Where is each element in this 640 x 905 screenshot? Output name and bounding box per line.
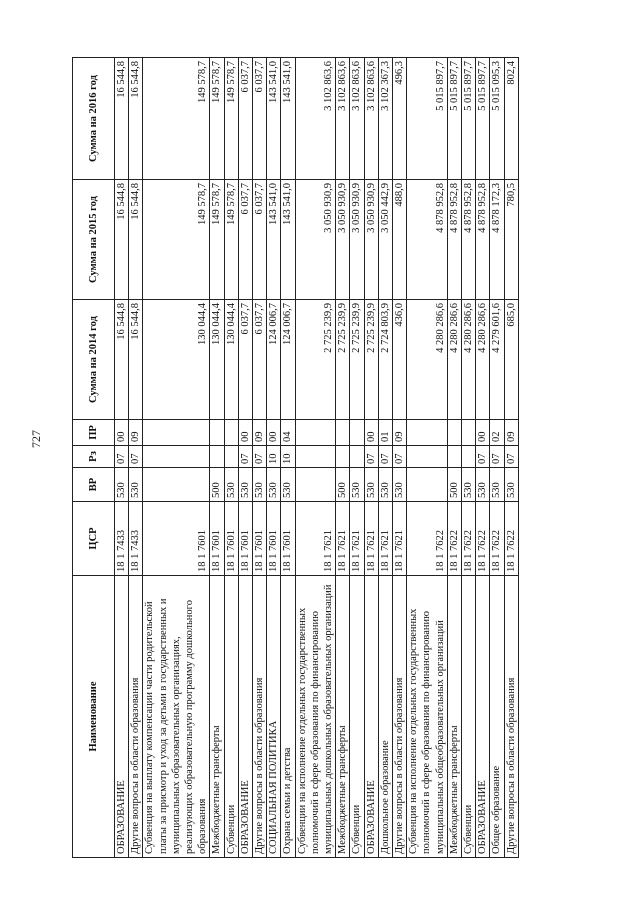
- cell-name: Другие вопросы в области образования: [129, 576, 143, 858]
- cell-name: Другие вопросы в области образования: [504, 576, 518, 858]
- cell-name: Общее образование: [490, 576, 504, 858]
- cell-sum-2016: 3 102 863,6: [336, 58, 350, 180]
- cell-sum-2016: 3 102 863,6: [350, 58, 364, 180]
- cell-vr: 530: [393, 468, 407, 502]
- cell-sum-2016: 16 544,8: [129, 58, 143, 180]
- cell-csr: 18 1 7622: [407, 502, 448, 576]
- cell-csr: 18 1 7601: [281, 502, 295, 576]
- cell-csr: 18 1 7601: [238, 502, 252, 576]
- table-row: [393, 58, 407, 858]
- table-row: [238, 58, 252, 858]
- cell-vr: 530: [504, 468, 518, 502]
- table-row: [115, 58, 129, 858]
- header-pr: ПР: [73, 420, 115, 446]
- table-row: [224, 58, 238, 858]
- cell-sum-2014: 16 544,8: [129, 300, 143, 420]
- cell-pr: 02: [490, 420, 504, 446]
- cell-rz: [210, 446, 224, 468]
- cell-sum-2015: 6 037,7: [253, 180, 267, 300]
- cell-sum-2014: 4 280 286,6: [447, 300, 461, 420]
- cell-sum-2015: 3 050 930,9: [336, 180, 350, 300]
- cell-pr: [462, 420, 476, 446]
- cell-rz: 07: [238, 446, 252, 468]
- cell-vr: 530: [476, 468, 490, 502]
- cell-pr: 09: [129, 420, 143, 446]
- cell-sum-2016: 3 102 863,6: [364, 58, 378, 180]
- cell-name: СОЦИАЛЬНАЯ ПОЛИТИКА: [267, 576, 281, 858]
- cell-pr: 00: [364, 420, 378, 446]
- cell-pr: [350, 420, 364, 446]
- cell-sum-2016: 6 037,7: [253, 58, 267, 180]
- table-row: [476, 58, 490, 858]
- cell-rz: [407, 446, 448, 468]
- cell-sum-2014: 436,0: [393, 300, 407, 420]
- cell-name: Субвенции: [224, 576, 238, 858]
- cell-rz: 07: [393, 446, 407, 468]
- cell-sum-2015: 3 050 442,9: [378, 180, 392, 300]
- cell-sum-2014: 2 725 239,9: [295, 300, 336, 420]
- table-row: [253, 58, 267, 858]
- cell-sum-2016: 3 102 863,6: [295, 58, 336, 180]
- cell-csr: 18 1 7621: [378, 502, 392, 576]
- cell-name: ОБРАЗОВАНИЕ: [115, 576, 129, 858]
- table-row: [210, 58, 224, 858]
- cell-rz: [143, 446, 210, 468]
- cell-csr: 18 1 7601: [143, 502, 210, 576]
- cell-rz: 07: [253, 446, 267, 468]
- header-rz: Рз: [73, 446, 115, 468]
- cell-name: Другие вопросы в области образования: [393, 576, 407, 858]
- cell-sum-2015: 4 878 172,3: [490, 180, 504, 300]
- table-row: [447, 58, 461, 858]
- cell-csr: 18 1 7601: [210, 502, 224, 576]
- cell-csr: 18 1 7433: [129, 502, 143, 576]
- cell-sum-2015: 4 878 952,8: [462, 180, 476, 300]
- cell-sum-2016: 5 015 897,7: [407, 58, 448, 180]
- cell-name: Субвенции на исполнение отдельных государственных полномочий в сфере образования по финансированию муниципальных дошкольных образовательных организаций: [295, 576, 336, 858]
- cell-name: Субвенция на исполнение отдельных государственных полномочий в сфере образования по финансированию муниципальных общеобразовательных организаций: [407, 576, 448, 858]
- cell-name: ОБРАЗОВАНИЕ: [476, 576, 490, 858]
- table-body: [115, 58, 519, 858]
- table-row: [295, 58, 336, 858]
- cell-vr: [295, 468, 336, 502]
- cell-csr: 18 1 7622: [476, 502, 490, 576]
- cell-name: Дошкольное образование: [378, 576, 392, 858]
- cell-name: Охрана семьи и детства: [281, 576, 295, 858]
- cell-vr: 500: [336, 468, 350, 502]
- cell-sum-2015: 4 878 952,8: [407, 180, 448, 300]
- cell-sum-2016: 149 578,7: [143, 58, 210, 180]
- cell-vr: 530: [238, 468, 252, 502]
- cell-rz: 07: [129, 446, 143, 468]
- cell-rz: [295, 446, 336, 468]
- cell-rz: 07: [490, 446, 504, 468]
- header-csr: ЦСР: [73, 502, 115, 576]
- cell-sum-2015: 143 541,0: [267, 180, 281, 300]
- cell-sum-2015: 149 578,7: [143, 180, 210, 300]
- cell-sum-2014: 685,0: [504, 300, 518, 420]
- cell-sum-2014: 4 280 286,6: [476, 300, 490, 420]
- cell-sum-2014: 130 044,4: [224, 300, 238, 420]
- header-sum-2016: Сумма на 2016 год: [73, 58, 115, 180]
- cell-sum-2014: 2 725 239,9: [350, 300, 364, 420]
- cell-rz: 07: [115, 446, 129, 468]
- cell-sum-2015: 488,0: [393, 180, 407, 300]
- cell-pr: [143, 420, 210, 446]
- cell-sum-2016: 16 544,8: [115, 58, 129, 180]
- table-row: [143, 58, 210, 858]
- cell-vr: [143, 468, 210, 502]
- cell-sum-2015: 3 050 930,9: [295, 180, 336, 300]
- cell-pr: 04: [281, 420, 295, 446]
- table-row: [336, 58, 350, 858]
- cell-sum-2014: 2 725 239,9: [364, 300, 378, 420]
- cell-csr: 18 1 7622: [447, 502, 461, 576]
- cell-sum-2015: 149 578,7: [224, 180, 238, 300]
- cell-rz: [447, 446, 461, 468]
- table-row: [407, 58, 448, 858]
- cell-vr: 530: [253, 468, 267, 502]
- cell-pr: 09: [393, 420, 407, 446]
- cell-vr: 530: [364, 468, 378, 502]
- table-header-row: [73, 58, 115, 858]
- page-number: 727: [29, 430, 43, 448]
- cell-sum-2016: 5 015 897,7: [462, 58, 476, 180]
- table-row: [364, 58, 378, 858]
- cell-rz: 07: [476, 446, 490, 468]
- header-sum-2015: Сумма на 2015 год: [73, 180, 115, 300]
- cell-csr: 18 1 7621: [393, 502, 407, 576]
- cell-csr: 18 1 7621: [350, 502, 364, 576]
- cell-csr: 18 1 7601: [224, 502, 238, 576]
- cell-rz: 10: [281, 446, 295, 468]
- cell-csr: 18 1 7622: [490, 502, 504, 576]
- cell-sum-2014: 130 044,4: [143, 300, 210, 420]
- cell-sum-2014: 2 724 803,9: [378, 300, 392, 420]
- cell-sum-2014: 124 006,7: [281, 300, 295, 420]
- cell-vr: 530: [281, 468, 295, 502]
- cell-sum-2015: 3 050 930,9: [364, 180, 378, 300]
- cell-name: Субвенция на выплату компенсации части родительской платы за присмотр и уход за детьми в государственных и муниципальных образовательных организациях, реализующих образовательную программу дошкольного образования: [143, 576, 210, 858]
- cell-sum-2014: 124 006,7: [267, 300, 281, 420]
- cell-vr: 530: [224, 468, 238, 502]
- cell-pr: 09: [504, 420, 518, 446]
- cell-vr: 500: [210, 468, 224, 502]
- cell-pr: 00: [238, 420, 252, 446]
- cell-sum-2015: 16 544,8: [115, 180, 129, 300]
- cell-sum-2014: 6 037,7: [253, 300, 267, 420]
- cell-rz: [350, 446, 364, 468]
- cell-pr: 01: [378, 420, 392, 446]
- cell-sum-2016: 149 578,7: [224, 58, 238, 180]
- header-vr: ВР: [73, 468, 115, 502]
- budget-table: [72, 57, 519, 858]
- cell-pr: [447, 420, 461, 446]
- cell-sum-2016: 802,4: [504, 58, 518, 180]
- cell-vr: [407, 468, 448, 502]
- cell-sum-2016: 5 015 897,7: [447, 58, 461, 180]
- cell-sum-2016: 143 541,0: [267, 58, 281, 180]
- cell-csr: 18 1 7433: [115, 502, 129, 576]
- cell-vr: 500: [447, 468, 461, 502]
- cell-csr: 18 1 7622: [462, 502, 476, 576]
- table-row: [267, 58, 281, 858]
- cell-sum-2016: 496,3: [393, 58, 407, 180]
- cell-pr: [336, 420, 350, 446]
- rotated-page-content: [72, 58, 519, 858]
- cell-sum-2016: 5 015 897,7: [476, 58, 490, 180]
- cell-rz: [224, 446, 238, 468]
- cell-sum-2016: 149 578,7: [210, 58, 224, 180]
- cell-sum-2016: 5 015 095,3: [490, 58, 504, 180]
- header-sum-2014: Сумма на 2014 год: [73, 300, 115, 420]
- cell-sum-2014: 4 279 601,6: [490, 300, 504, 420]
- cell-name: Межбюджетные трансферты: [447, 576, 461, 858]
- cell-rz: [462, 446, 476, 468]
- table-row: [378, 58, 392, 858]
- cell-sum-2014: 4 280 286,6: [407, 300, 448, 420]
- table-row: [129, 58, 143, 858]
- cell-rz: [336, 446, 350, 468]
- cell-pr: 00: [115, 420, 129, 446]
- cell-pr: 00: [267, 420, 281, 446]
- cell-sum-2014: 130 044,4: [210, 300, 224, 420]
- cell-name: Межбюджетные трансферты: [210, 576, 224, 858]
- cell-name: Межбюджетные трансферты: [336, 576, 350, 858]
- cell-sum-2014: 6 037,7: [238, 300, 252, 420]
- cell-sum-2015: 143 541,0: [281, 180, 295, 300]
- cell-vr: 530: [350, 468, 364, 502]
- cell-pr: 00: [476, 420, 490, 446]
- cell-pr: 09: [253, 420, 267, 446]
- cell-rz: 07: [504, 446, 518, 468]
- cell-sum-2015: 149 578,7: [210, 180, 224, 300]
- cell-pr: [224, 420, 238, 446]
- cell-sum-2015: 4 878 952,8: [476, 180, 490, 300]
- cell-csr: 18 1 7622: [504, 502, 518, 576]
- cell-vr: 530: [115, 468, 129, 502]
- table-row: [504, 58, 518, 858]
- cell-csr: 18 1 7601: [253, 502, 267, 576]
- cell-sum-2015: 4 878 952,8: [447, 180, 461, 300]
- cell-pr: [407, 420, 448, 446]
- cell-pr: [295, 420, 336, 446]
- cell-vr: 530: [267, 468, 281, 502]
- cell-name: ОБРАЗОВАНИЕ: [238, 576, 252, 858]
- cell-sum-2016: 143 541,0: [281, 58, 295, 180]
- table-row: [462, 58, 476, 858]
- cell-sum-2014: 4 280 286,6: [462, 300, 476, 420]
- cell-sum-2015: 16 544,8: [129, 180, 143, 300]
- table-row: [281, 58, 295, 858]
- cell-sum-2015: 6 037,7: [238, 180, 252, 300]
- cell-vr: 530: [490, 468, 504, 502]
- cell-rz: 07: [378, 446, 392, 468]
- cell-csr: 18 1 7621: [364, 502, 378, 576]
- cell-name: Субвенции: [350, 576, 364, 858]
- cell-pr: [210, 420, 224, 446]
- cell-sum-2014: 2 725 239,9: [336, 300, 350, 420]
- table-row: [350, 58, 364, 858]
- header-name: Наименование: [73, 576, 115, 858]
- cell-csr: 18 1 7621: [336, 502, 350, 576]
- cell-sum-2015: 3 050 930,9: [350, 180, 364, 300]
- cell-name: ОБРАЗОВАНИЕ: [364, 576, 378, 858]
- cell-vr: 530: [378, 468, 392, 502]
- cell-name: Субвенции: [462, 576, 476, 858]
- cell-csr: 18 1 7601: [267, 502, 281, 576]
- table-row: [490, 58, 504, 858]
- cell-vr: 530: [462, 468, 476, 502]
- cell-sum-2016: 6 037,7: [238, 58, 252, 180]
- cell-sum-2014: 16 544,8: [115, 300, 129, 420]
- cell-rz: 10: [267, 446, 281, 468]
- cell-rz: 07: [364, 446, 378, 468]
- cell-csr: 18 1 7621: [295, 502, 336, 576]
- cell-sum-2016: 3 102 367,3: [378, 58, 392, 180]
- cell-sum-2015: 780,5: [504, 180, 518, 300]
- cell-vr: 530: [129, 468, 143, 502]
- cell-name: Другие вопросы в области образования: [253, 576, 267, 858]
